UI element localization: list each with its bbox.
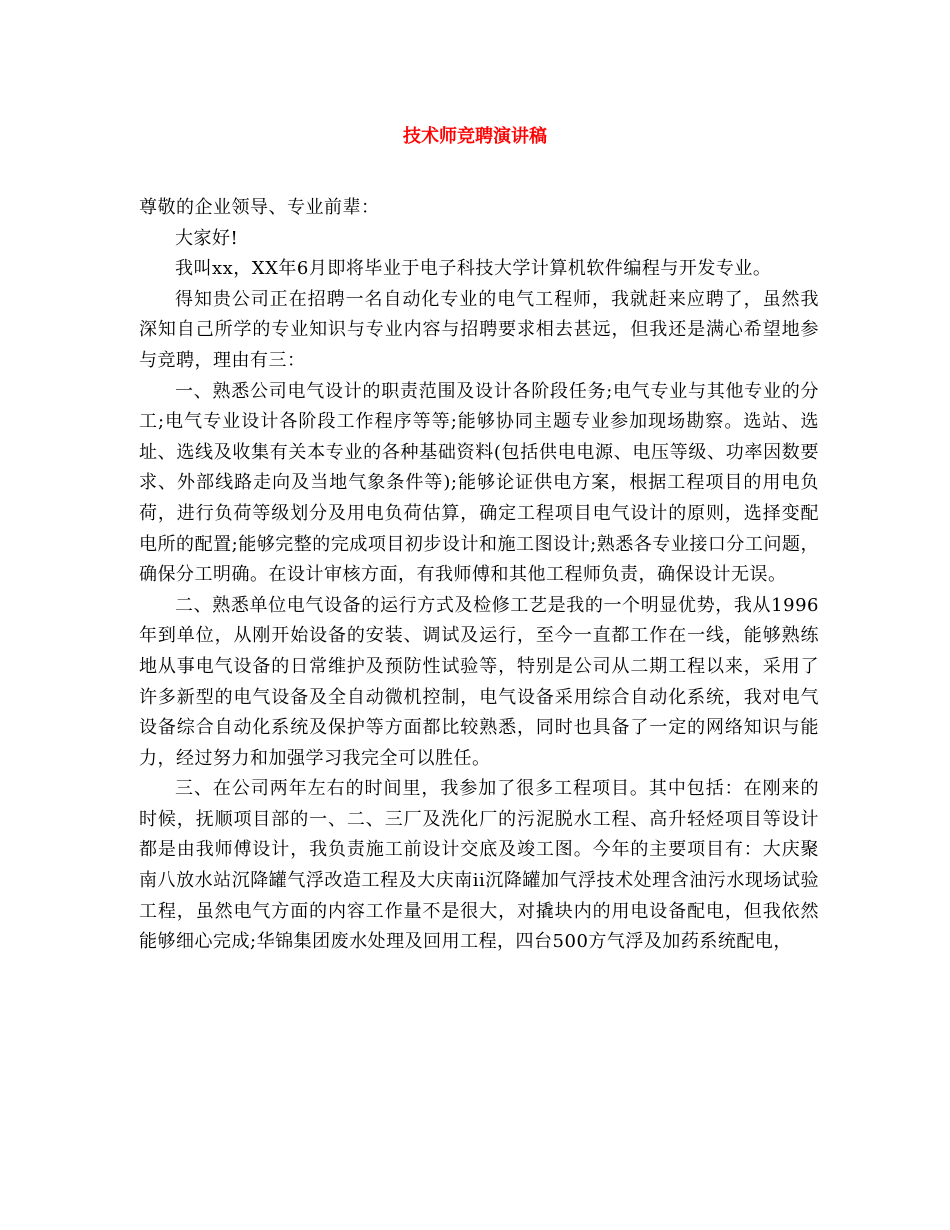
document-title: 技术师竞聘演讲稿 xyxy=(403,126,547,147)
salutation: 尊敬的企业领导、专业前辈： xyxy=(139,197,380,218)
motivation-paragraph: 得知贵公司正在招聘一名自动化专业的电气工程师，我就赶来应聘了，虽然我深知自己所学的专业知识与专业内容与招聘要求相去甚远，但我还是满心希望地参与竞聘，理由有三： xyxy=(139,288,819,371)
reason-one-paragraph: 一、熟悉公司电气设计的职责范围及设计各阶段任务;电气专业与其他专业的分工;电气专业设计各阶段工作程序等等;能够协同主题专业参加现场勘察。选站、选址、选线及收集有关本专业的各种基础资料(包括供电电源、电压等级、功率因数要求、外部线路走向及当地气象条件等);能够论证供电方案，根据工程项目的用电负荷，进行负荷等级划分及用电负荷估算，确定工程项目电气设计的原则，选择变配电所的配置;能够完整的完成项目初步设计和施工图设计;熟悉各专业接口分工问题，确保分工明确。在设计审核方面，有我师傅和其他工程师负责，确保设计无误。 xyxy=(139,380,819,586)
document-body xyxy=(139,193,819,958)
intro-paragraph: 我叫xx，XX年6月即将毕业于电子科技大学计算机软件编程与开发专业。 xyxy=(175,258,772,280)
reason-three-paragraph: 三、在公司两年左右的时间里，我参加了很多工程项目。其中包括：在刚来的时候，抚顺项目部的一、二、三厂及洗化厂的污泥脱水工程、高升轻烃项目等设计都是由我师傅设计，我负责施工前设计交底及竣工图。今年的主要项目有：大庆聚南八放水站沉降罐气浮改造工程及大庆南ii沉降罐加气浮技术处理含油污水现场试验工程，虽然电气方面的内容工作量不是很大，对撬块内的用电设备配电，但我依然能够细心完成;华锦集团废水处理及回用工程，四台500方气浮及加药系统配电， xyxy=(139,778,819,953)
greeting-paragraph: 大家好! xyxy=(175,227,239,249)
reason-two-paragraph: 二、熟悉单位电气设备的运行方式及检修工艺是我的一个明显优势，我从1996年到单位，从刚开始设备的安装、调试及运行，至今一直都工作在一线，能够熟练地从事电气设备的日常维护及预防性试验等，特别是公司从二期工程以来，采用了许多新型的电气设备及全自动微机控制，电气设备采用综合自动化系统，我对电气设备综合自动化系统及保护等方面都比较熟悉，同时也具备了一定的网络知识与能力，经过努力和加强学习我完全可以胜任。 xyxy=(139,594,819,769)
